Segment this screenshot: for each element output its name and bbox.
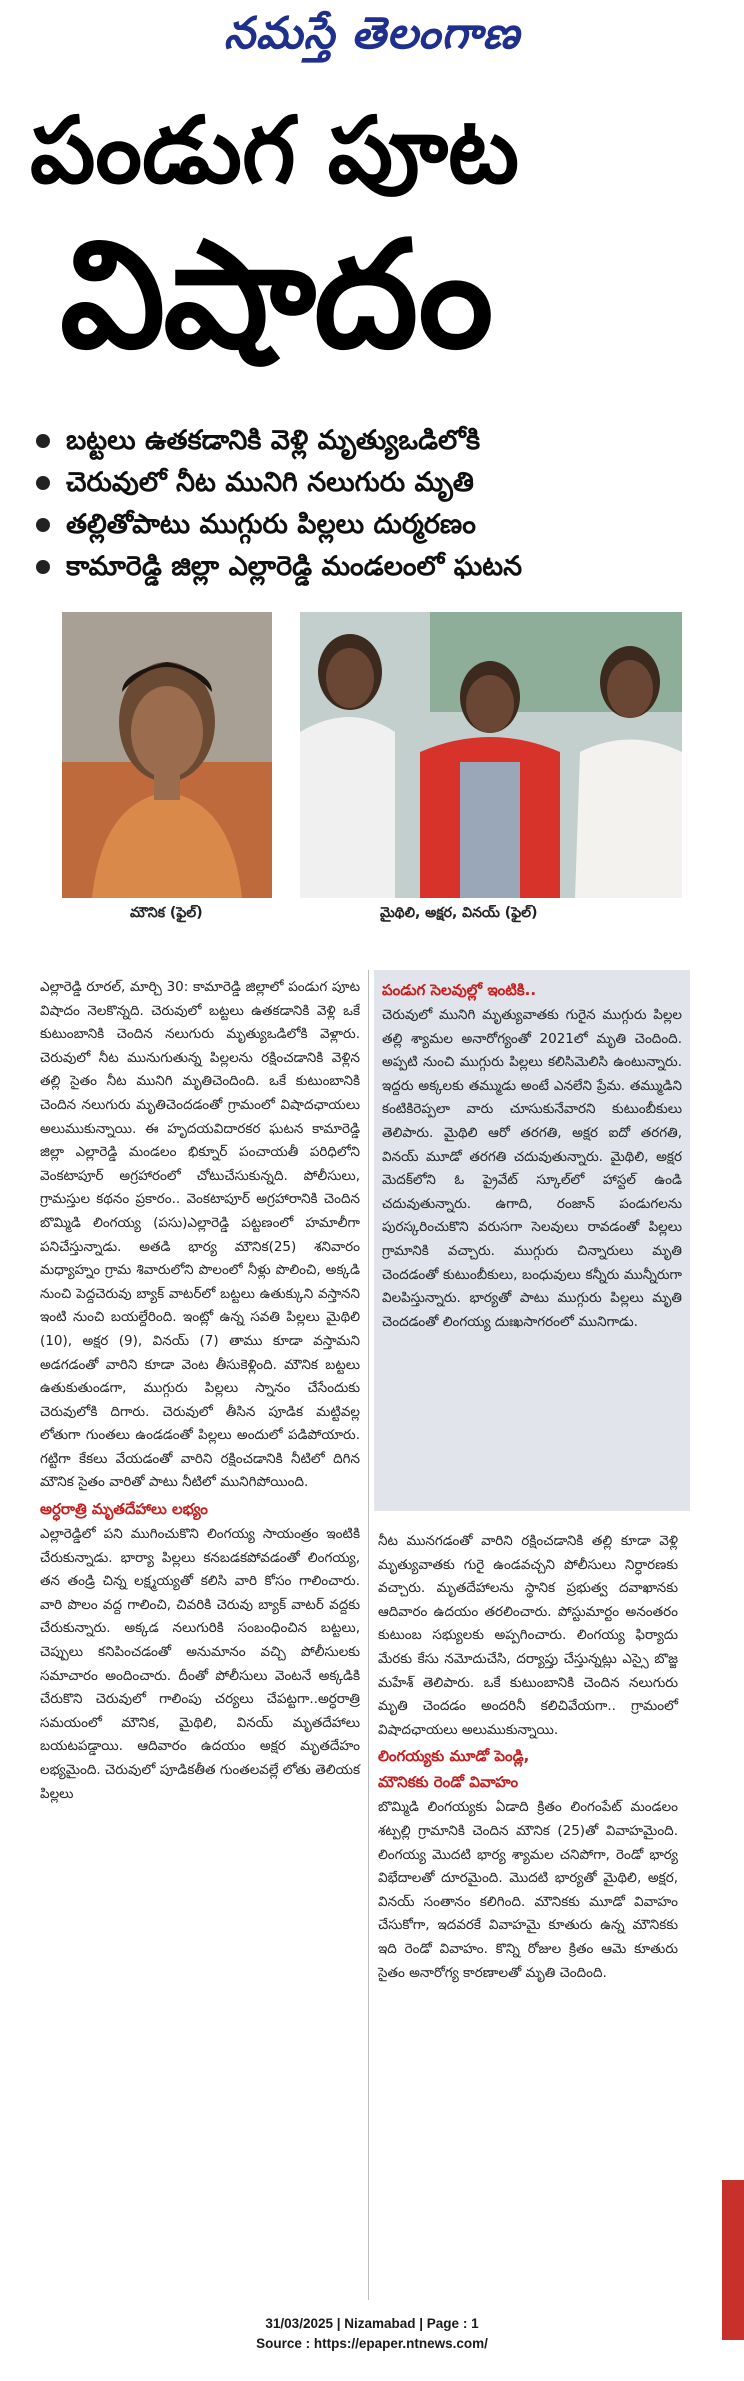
bullet-item	[36, 546, 656, 588]
woman-portrait-image	[62, 612, 272, 898]
left-column	[40, 976, 360, 1806]
bullet-list	[36, 420, 656, 588]
bullet-dot-icon	[36, 560, 50, 574]
bullet-item	[36, 420, 656, 462]
subheading-line-2: మౌనికకు రెండో వివాహం	[378, 1773, 519, 1792]
column-divider	[368, 970, 369, 2300]
right-column	[378, 1530, 678, 1985]
bullet-text: తల్లితోపాటు ముగ్గురు పిల్లలు దుర్మరణం	[66, 509, 476, 540]
footer-date-edition: 31/03/2025 | Nizamabad | Page : 1	[265, 2316, 479, 2331]
masthead	[0, 8, 744, 70]
bullet-item	[36, 504, 656, 546]
photo-children	[300, 612, 682, 898]
bullet-text: చెరువులో నీట మునిగి నలుగురు మృతి	[66, 467, 474, 498]
headline-line-2: విషాదం	[60, 209, 492, 381]
bullet-dot-icon	[36, 434, 50, 448]
body-paragraph: ఎల్లారెడ్డిలో పని ముగించుకొని లింగయ్య సాయంత్రం ఇంటికి చేరుకున్నాడు. భార్యా పిల్లలు కనబడకపోవడంతో లింగయ్య, తన తండ్రి చిన్న లక్ష్మయ్యతో కలిసి వారి కోసం గాలించారు. వారి పొలం వద్ద గాలించి, చివరికి చెరువు బ్యాక్ వాటర్ వద్దకు చేరుకున్నారు. అక్కడ నలుగురికి సంబంధించిన బట్టలు, చెప్పులు కనిపించడంతో అనుమానం వచ్చి పోలీసులకు సమాచారం అందించారు. దీంతో పోలీసులు వెంటనే అక్కడికి చేరుకొని చెరువులో గాలింపు చర్యలు చేపట్టగా..అర్ధరాత్రి సమయంలో మౌనిక, మైథిలి, వినయ్ మృతదేహాలు బయటపడ్డాయి. ఆదివారం ఉదయం అక్షర మృతదేహం లభ్యమైంది. చెరువులో పూడికతీత గుంతలవల్లే లోతు తెలియక పిల్లలు	[40, 1526, 360, 1802]
photo-caption-children: మైథిలి, అక్షర, వినయ్ (ఫైల్)	[380, 905, 538, 921]
newspaper-name: నమస్తే తెలంగాణ	[223, 8, 521, 59]
bullet-item	[36, 462, 656, 504]
children-group-image	[300, 612, 682, 898]
subheading: అర్ధరాత్రి మృతదేహాలు లభ్యం	[40, 1500, 208, 1519]
bullet-dot-icon	[36, 518, 50, 532]
photo-mounika	[62, 612, 272, 898]
subheading-line-1: లింగయ్యకు మూడో పెండ్లి,	[378, 1747, 530, 1766]
body-paragraph: నీట మునగడంతో వారిని రక్షించడానికి తల్లి కూడా వెళ్లి మృత్యువాతకు గురై ఉండవచ్చని పోలీసులు నిర్ధారణకు వచ్చారు. మృతదేహాలను స్థానిక ప్రభుత్వ దవాఖానకు ఆదివారం ఉదయం తరలించారు. పోస్టుమార్టం అనంతరం కుటుంబ సభ్యులకు అప్పగించారు. లింగయ్య ఫిర్యాదు మేరకు కేసు నమోదుచేసి, దర్యాప్తు చేస్తున్నట్లు ఎస్సై బొజ్జ మహేశ్ తెలిపారు. ఒకే కుటుంబానికి చెందిన నలుగురు మృతి చెందడం అందరినీ కలిచివేయగా.. గ్రామంలో విషాదఛాయలు అలుముకున్నాయి.	[378, 1533, 678, 1738]
bullet-dot-icon	[36, 476, 50, 490]
body-paragraph: ఎల్లారెడ్డి రూరల్, మార్చి 30: కామారెడ్డి జిల్లాలో పండుగ పూట విషాదం నెలకొన్నది. చెరువులో బట్టలు ఉతకడానికి వెళ్లి ఒకే కుటుంబానికి చెందిన నలుగురు మృత్యుఒడిలోకి వెళ్లారు. చెరువులో నీట మునుగుతున్న పిల్లలను రక్షించడానికి వెళ్లిన తల్లి సైతం నీట మునిగి మృతిచెందింది. ఒకే కుటుంబానికి చెందిన నలుగురు మృతిచెందడంతో గ్రామంలో విషాదఛాయలు అలుముకున్నాయి. ఈ హృదయవిదారకర ఘటన కామారెడ్డి జిల్లా ఎల్లారెడ్డి మండలం భిక్నూర్ పంచాయతీ పరిధిలోని వెంకటాపూర్ అగ్రహారంలో చోటుచేసుకున్నది. పోలీసులు, గ్రామస్తుల కథనం ప్రకారం.. వెంకటాపూర్ అగ్రహారానికి చెందిన బొమ్మిడి లింగయ్య (పసు)ఎల్లారెడ్డి పట్టణంలో హమాలీగా పనిచేస్తున్నాడు. అతడి భార్య మౌనిక(25) శనివారం మధ్యాహ్నం గ్రామ శివారులోని పొలంలో నీళ్లు పొలించి, అక్కడి నుంచి పెద్దచెరువు బ్యాక్ వాటర్‌లో బట్టలు ఉతుక్కుని వస్తానని ఇంటి నుంచి బయల్దేరింది. ఇంట్లో ఉన్న సవతి పిల్లలు మైథిలి (10), అక్షర (9), వినయ్ (7) తాము కూడా వస్తామని అడగడంతో వారిని కూడా వెంట తీసుకెళ్లింది. మౌనిక బట్టలు ఉతుకుతుండగా, ముగ్గురు పిల్లలు స్నానం చేసేందుకు చెరువులోకి దిగారు. చెరువులో తీసిన పూడిక మట్టివల్ల లోతుగా గుంతలు ఉండడంతో పిల్లలు అందులో పడిపోయారు. గట్టిగా కేకలు వేయడంతో వారిని రక్షించడానికి నీటిలో దిగిన మౌనిక సైతం వారితో పాటు నీటిలో మునిగిపోయింది.	[40, 979, 360, 1491]
footer-source: Source : https://epaper.ntnews.com/	[256, 2336, 488, 2351]
body-paragraph: బొమ్మిడి లింగయ్యకు ఏడాది క్రితం లింగంపేట్ మండలం శట్పల్లి గ్రామానికి చెందిన మౌనిక (25)తో వివాహమైంది. లింగయ్య మొదటి భార్య శ్యామల చనిపోగా, రెండో భార్య విభేదాలతో దూరమైంది. మొదటి భార్యతో మైథిలి, అక్షర, వినయ్ సంతానం కలిగింది. మౌనికకు మూడో వివాహం చేసుకోగా, ఇదవరకే వివాహమై కూతురు ఉన్న మౌనికకు ఇది రెండో వివాహం. కొన్ని రోజుల క్రితం ఆమె కూతురు సైతం అనారోగ్య కారణాలతో మృతి చెందింది.	[378, 1799, 678, 1981]
headline-line-1: పండుగ పూట	[30, 97, 520, 204]
sidebar-box	[374, 970, 690, 1511]
bullet-text: కామారెడ్డి జిల్లా ఎల్లారెడ్డి మండలంలో ఘటన	[66, 551, 523, 582]
sidebar-subheading: పండుగ సెలవుల్లో ఇంటికి..	[382, 981, 537, 999]
photo-caption-mounika: మౌనిక (ఫైల్)	[130, 905, 203, 921]
page-footer	[0, 2314, 744, 2354]
bullet-text: బట్టలు ఉతకడానికి వెళ్లి మృత్యుఒడిలోకి	[66, 425, 481, 456]
sidebar-paragraph: చెరువులో మునిగి మృత్యువాతకు గురైన ముగ్గురు పిల్లల తల్లి శ్యామల అనారోగ్యంతో 2021లో మృతి చెందింది. అప్పటి నుంచి ముగ్గురు పిల్లలు కలిసిమెలిసి ఉంటున్నారు. ఇద్దరు అక్కలకు తమ్ముడు అంటే ఎనలేని ప్రేమ. తమ్ముడిని కంటికిరెప్పలా వారు చూసుకునేవారని కుటుంబీకులు తెలిపారు. మైథిలి ఆరో తరగతి, అక్షర ఐదో తరగతి, వినయ్ మూడో తరగతి చదువుతున్నారు. మైథిలి, అక్షర మెదక్‌లోని ఓ ప్రైవేట్ స్కూల్‌లో హాస్టల్ ఉండి చదువుతున్నారు. ఉగాది, రంజాన్ పండుగలను పురస్కరించుకొని వరుసగా సెలవులు రావడంతో పిల్లలు గ్రామానికి వచ్చారు. ముగ్గురు చిన్నారులు మృతి చెందడంతో కుటుంబీకులు, బంధువులు కన్నీరు మున్నీరుగా విలపిస్తున్నారు. భార్యతో పాటు ముగ్గురు పిల్లలు మృతి చెందడంతో లింగయ్య దుఃఖసాగరంలో మునిగాడు.	[382, 1007, 682, 1330]
